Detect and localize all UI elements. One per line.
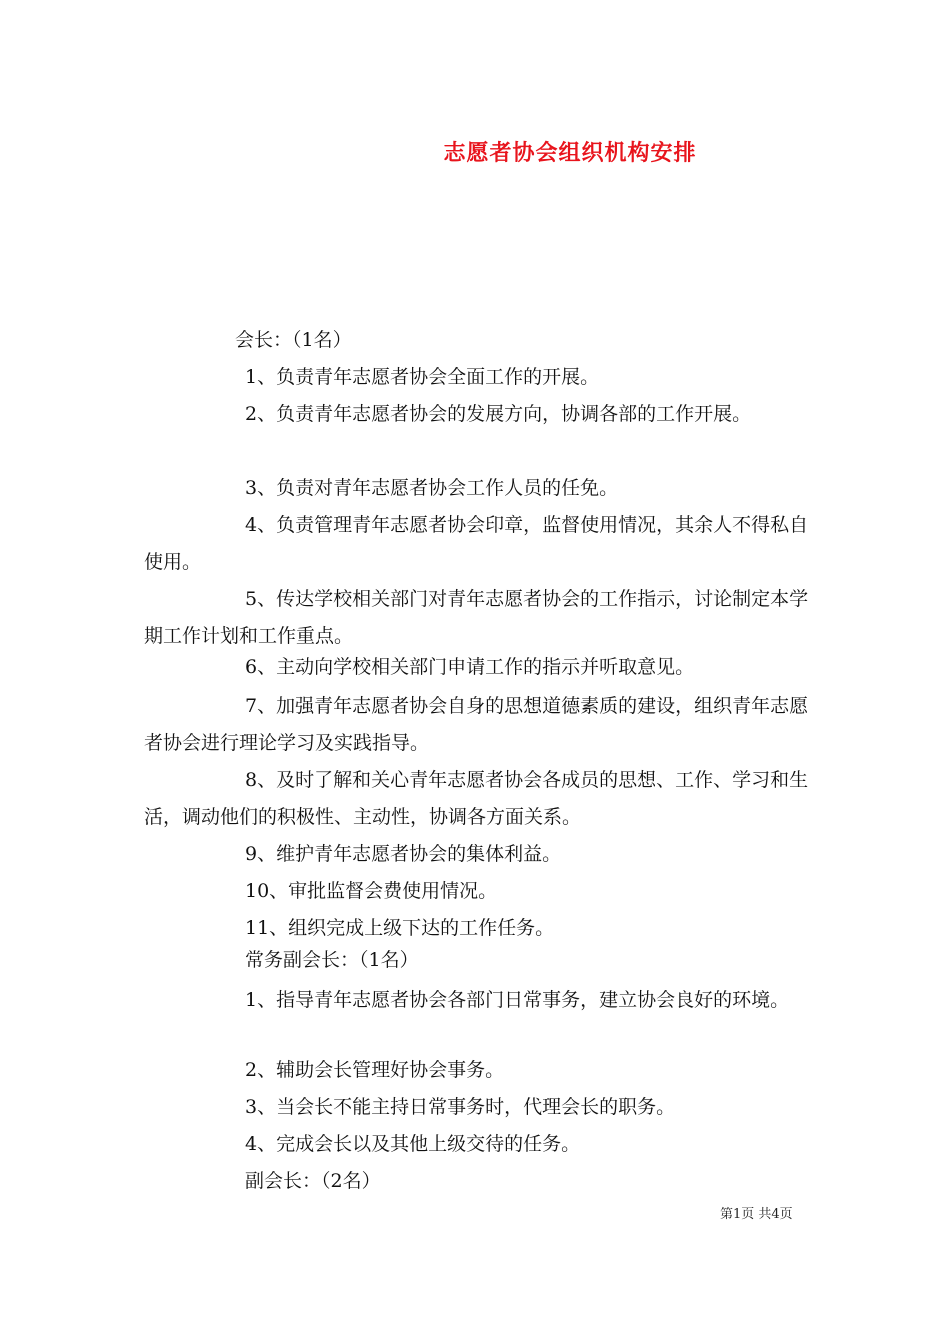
paragraph: 8、及时了解和关心青年志愿者协会各成员的思想、工作、学习和生活，调动他们的积极性、主动性，协调各方面关系。 (144, 769, 809, 828)
paragraph: 9、维护青年志愿者协会的集体利益。 (245, 843, 562, 865)
section-heading-vice-president: 副会长：（2名） (245, 1170, 381, 1192)
section-heading-executive-vice-president: 常务副会长：（1名） (245, 949, 419, 971)
paragraph: 5、传达学校相关部门对青年志愿者协会的工作指示，讨论制定本学期工作计划和工作重点。 (144, 588, 809, 647)
paragraph: 11、组织完成上级下达的工作任务。 (245, 917, 555, 939)
paragraph: 4、完成会长以及其他上级交待的任务。 (245, 1133, 581, 1155)
paragraph: 1、指导青年志愿者协会各部门日常事务，建立协会良好的环境。 (245, 989, 790, 1011)
paragraph: 4、负责管理青年志愿者协会印章，监督使用情况，其余人不得私自使用。 (144, 514, 809, 573)
paragraph: 3、负责对青年志愿者协会工作人员的任免。 (245, 477, 619, 499)
document-title: 志愿者协会组织机构安排 (443, 141, 697, 166)
paragraph: 7、加强青年志愿者协会自身的思想道德素质的建设，组织青年志愿者协会进行理论学习及实践指导。 (144, 695, 809, 754)
paragraph: 10、审批监督会费使用情况。 (245, 880, 498, 902)
paragraph: 3、当会长不能主持日常事务时，代理会长的职务。 (245, 1096, 676, 1118)
section-heading-president: 会长：（1名） (235, 329, 352, 351)
paragraph: 6、主动向学校相关部门申请工作的指示并听取意见。 (245, 656, 695, 678)
paragraph: 2、辅助会长管理好协会事务。 (245, 1059, 505, 1081)
page-footer: 第1页 共4页 (720, 1207, 793, 1222)
paragraph: 1、负责青年志愿者协会全面工作的开展。 (245, 366, 600, 388)
paragraph: 2、负责青年志愿者协会的发展方向，协调各部的工作开展。 (245, 403, 752, 425)
